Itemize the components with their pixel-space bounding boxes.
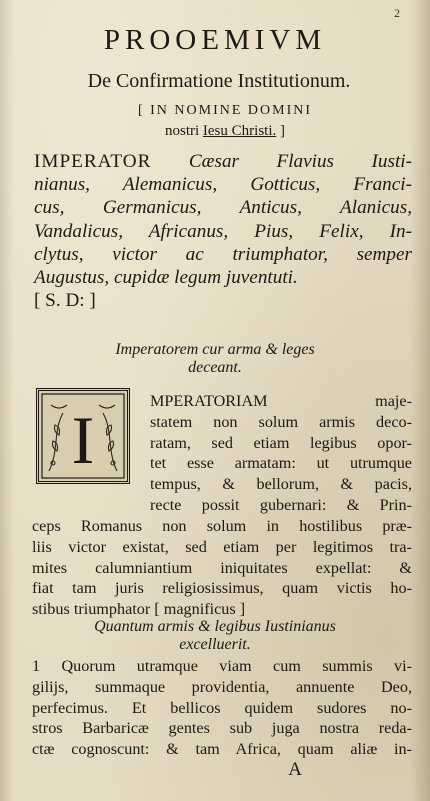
rubric-line: Quantum armis & legibus Iustinianus — [94, 618, 336, 635]
salutation-line: [ S. D: ] — [34, 290, 96, 312]
invocation-line-1: [ IN NOMINE DOMINI — [137, 103, 313, 118]
text-line: liis victor existat, sed etiam per legitimos tra- — [32, 537, 412, 556]
intitulatio-line: Vandalicus, Africanus, Pius, Felix, In- — [34, 220, 412, 242]
catchword: A — [288, 759, 302, 780]
decorated-initial-ornament — [39, 391, 127, 481]
intitulatio-line: nianus, Alemanicus, Gotticus, Franci- — [34, 174, 412, 196]
text-line: perfecimus. Et bellicos quidem sudores no- — [32, 698, 412, 717]
text-line: 1 Quorum utramque viam cum summis vi- — [32, 657, 412, 675]
intitulatio-line: clytus, victor ac triumphator, semper — [34, 243, 412, 265]
rubric-arma-leges — [30, 341, 400, 377]
text-line: stibus triumphator [ magnificus ] — [32, 600, 246, 619]
invocation-name: Iesu Christi. — [202, 123, 277, 139]
rubric-quantum-armis — [30, 618, 400, 654]
text-line: ctæ cognoscunt: & tam Africa, quam aliæ in- — [32, 740, 412, 759]
invocation-suffix: ] — [276, 123, 285, 139]
body-text-paragraph-1 — [32, 516, 412, 620]
text-line: mites calumniantium iniquitates expellat: & — [32, 558, 412, 577]
rubric-line: deceant. — [188, 359, 242, 376]
text-line: gilijs, summaque providentia, annuente Deo, — [32, 677, 412, 696]
decorated-initial — [36, 388, 130, 484]
invocation-line-2 — [60, 123, 390, 140]
rubric-line: excelluerit. — [179, 636, 251, 653]
intitulatio-line: cus, Germanicus, Anticus, Alanicus, — [34, 197, 412, 219]
rubric-line: Imperatorem cur arma & leges — [115, 341, 315, 358]
page-title: PROOEMIVM — [103, 24, 327, 56]
text-line: tempus, & bellorum, & pacis, — [150, 475, 412, 494]
text-line: MPERATORIAM maje- — [150, 392, 412, 410]
text-line: statem non solum armis deco- — [150, 412, 412, 431]
folio-number: 2 — [394, 6, 400, 20]
page-subtitle: De Confirmatione Institutionum. — [87, 70, 351, 92]
text-line: ceps Romanus non solum in hostilibus præ- — [32, 517, 412, 535]
text-line: stros Barbaricæ gentes sub juga nostra reda- — [32, 719, 412, 738]
text-line: tet esse armatam: ut utrumque — [150, 454, 412, 473]
body-text-beside-initial — [150, 391, 412, 516]
intitulatio-block — [34, 150, 412, 312]
intitulatio-lead: IMPERATOR — [34, 151, 152, 172]
intitulatio-line: Cæsar Flavius Iusti- — [151, 151, 412, 172]
intitulatio-line: Augustus, cupidæ legum juventuti. — [34, 267, 298, 289]
text-line: ratam, sed etiam legibus opor- — [150, 433, 412, 452]
invocation-prefix: nostri — [164, 123, 203, 139]
text-line: recte possit gubernari: & Prin- — [150, 495, 412, 514]
body-text-paragraph-2 — [32, 656, 412, 760]
initial-letter: I — [71, 402, 95, 478]
text-line: fiat tam juris religiosissimus, quam victis ho- — [32, 579, 412, 598]
